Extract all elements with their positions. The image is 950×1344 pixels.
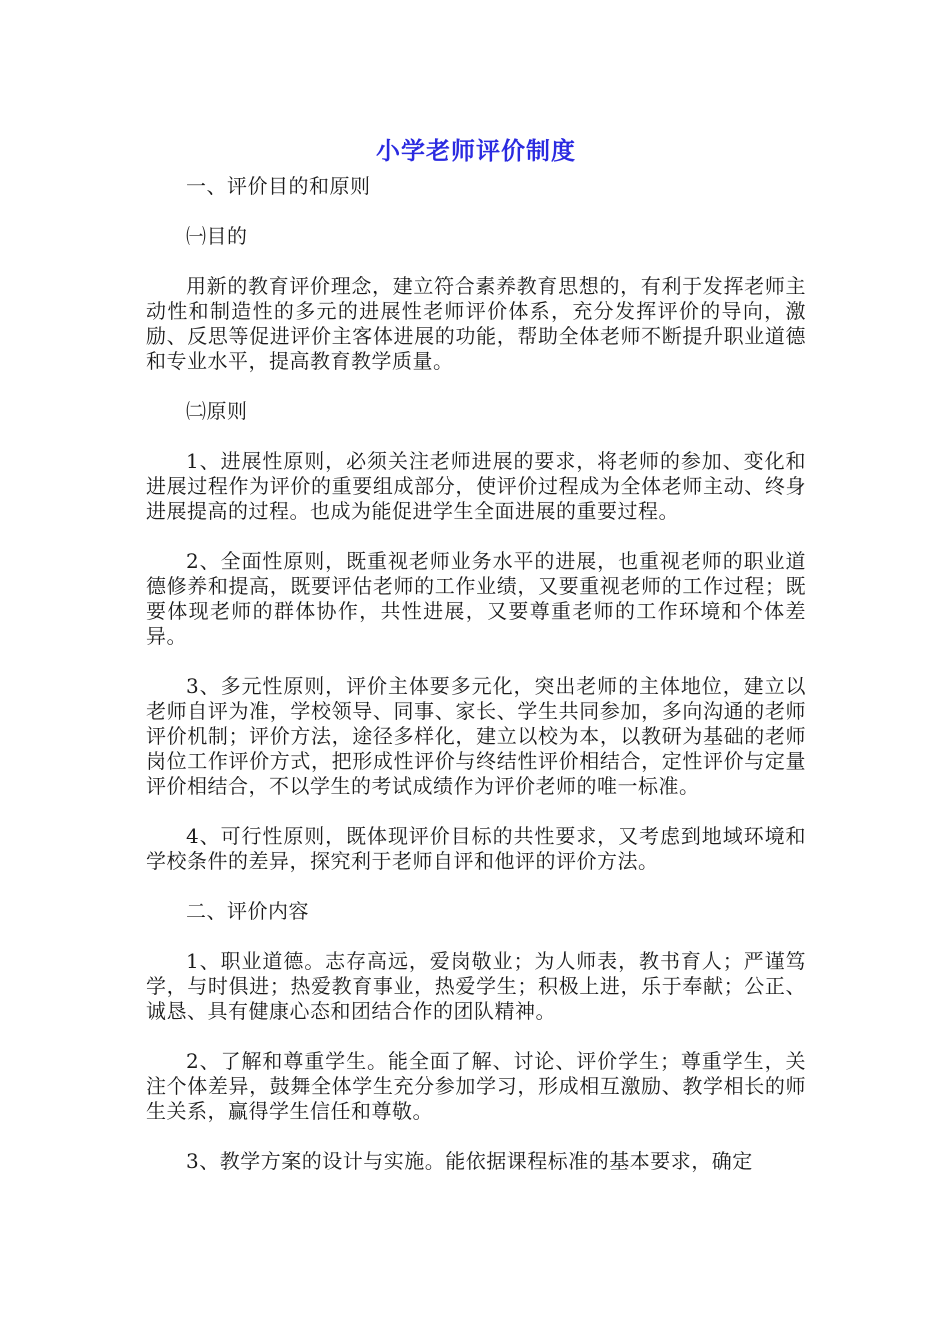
paragraph-principle-1: 1、进展性原则，必须关注老师进展的要求，将老师的参加、变化和进展过程作为评价的重要组成部分，使评价过程成为全体老师主动、终身进展提高的过程。也成为能促进学生全面进展的重要过程。 <box>146 449 806 523</box>
subsection-heading-principles: ㈡原则 <box>186 399 248 423</box>
paragraph-content-3: 3、教学方案的设计与实施。能依据课程标准的基本要求，确定 <box>186 1149 753 1173</box>
paragraph-principle-2: 2、全面性原则，既重视老师业务水平的进展，也重视老师的职业道德修养和提高，既要评估老师的工作业绩，又要重视老师的工作过程；既要体现老师的群体协作，共性进展，又要尊重老师的工作环境和个体差异。 <box>146 549 806 648</box>
paragraph-principle-4: 4、可行性原则，既体现评价目标的共性要求，又考虑到地域环境和学校条件的差异，探究利于老师自评和他评的评价方法。 <box>146 824 806 873</box>
paragraph-principle-3: 3、多元性原则，评价主体要多元化，突出老师的主体地位，建立以老师自评为准，学校领导、同事、家长、学生共同参加，多向沟通的老师评价机制；评价方法，途径多样化，建立以校为本，以教研为基础的老师岗位工作评价方式，把形成性评价与终结性评价相结合，定性评价与定量评价相结合，不以学生的考试成绩作为评价老师的唯一标准。 <box>146 674 806 798</box>
document-title: 小学老师评价制度 <box>376 137 576 165</box>
paragraph-purpose: 用新的教育评价理念，建立符合素养教育思想的，有利于发挥老师主动性和制造性的多元的进展性老师评价体系，充分发挥评价的导向，激励、反思等促进评价主客体进展的功能，帮助全体老师不断提升职业道德和专业水平，提高教育教学质量。 <box>146 274 806 373</box>
section-heading-1: 一、评价目的和原则 <box>186 174 371 198</box>
paragraph-content-2: 2、了解和尊重学生。能全面了解、讨论、评价学生；尊重学生，关注个体差异，鼓舞全体学生充分参加学习，形成相互激励、教学相长的师生关系，赢得学生信任和尊敬。 <box>146 1049 806 1123</box>
document-page <box>146 126 806 1199</box>
paragraph-content-1: 1、职业道德。志存高远，爱岗敬业；为人师表，教书育人；严谨笃学，与时俱进；热爱教育事业，热爱学生；积极上进，乐于奉献；公正、诚恳、具有健康心态和团结合作的团队精神。 <box>146 949 806 1023</box>
subsection-heading-purpose: ㈠目的 <box>186 224 248 248</box>
section-heading-2: 二、评价内容 <box>186 899 309 923</box>
